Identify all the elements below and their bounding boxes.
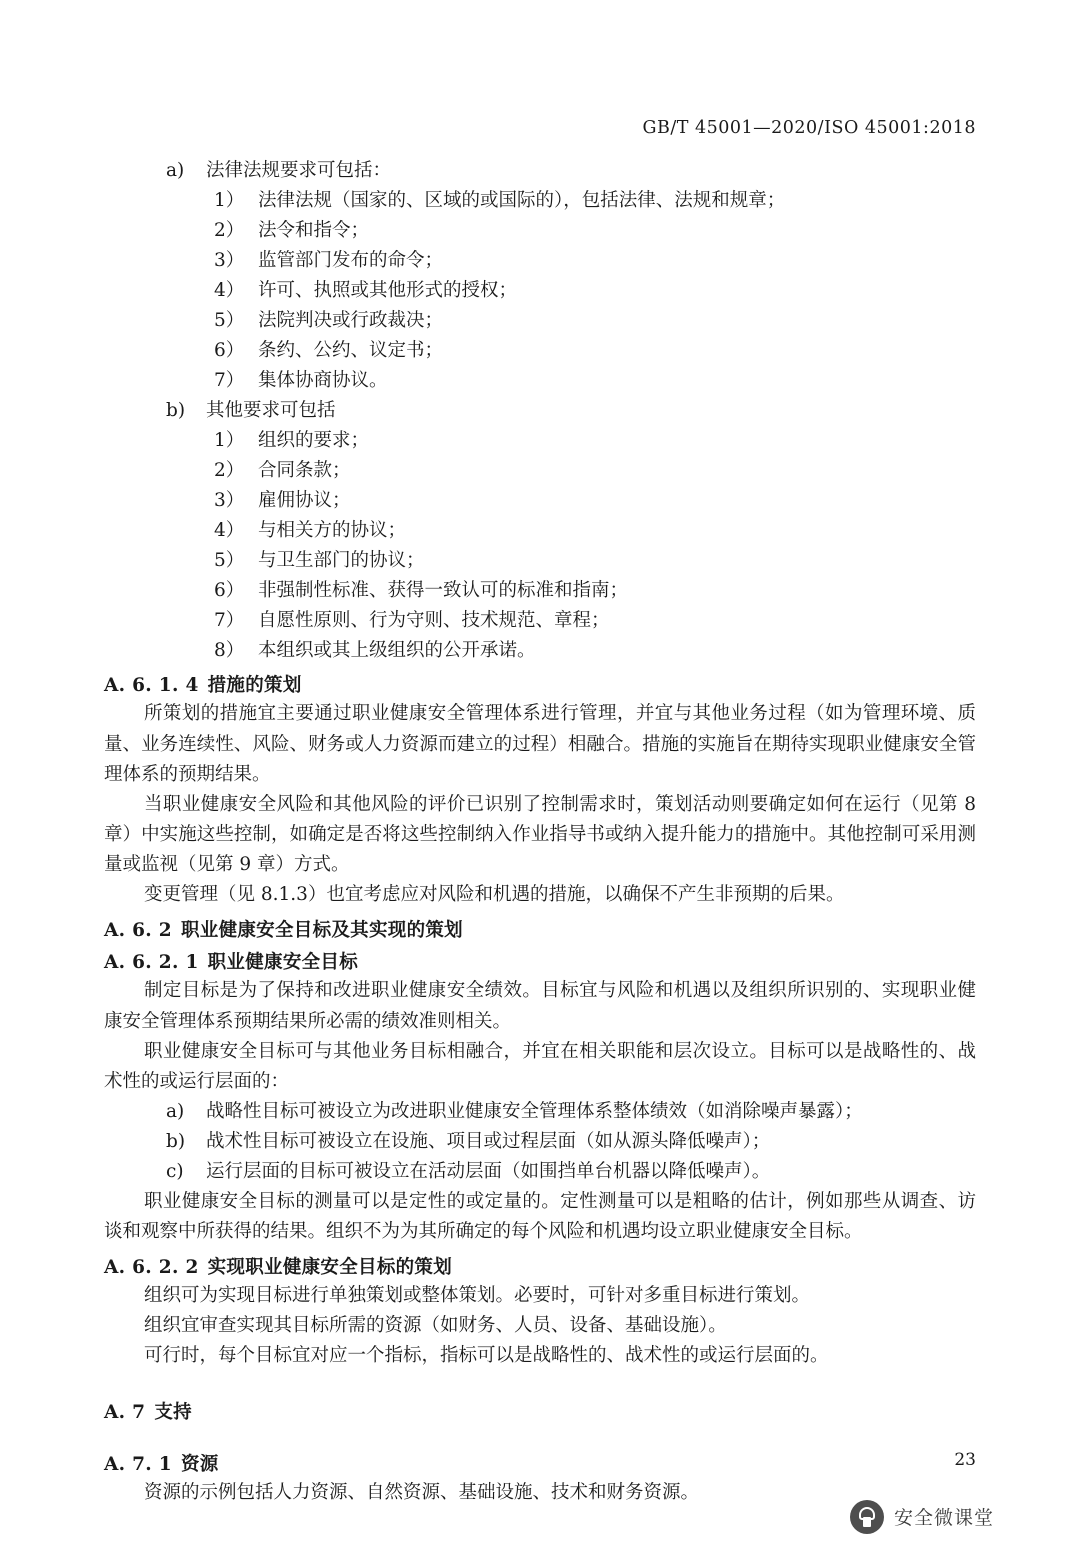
standard-id: GB/T 45001—2020/ISO 45001:2018: [642, 118, 976, 138]
section-title: 职业健康安全目标: [207, 952, 359, 974]
list-text: 合同条款；: [258, 459, 351, 481]
section-heading-a614: [104, 671, 976, 697]
watermark-label: 安全微课堂: [893, 1507, 994, 1530]
list-text: 组织的要求；: [258, 429, 370, 451]
list-item: [214, 426, 976, 456]
list-item: [166, 1127, 976, 1157]
list-item: [166, 1157, 976, 1187]
section-title: 职业健康安全目标及其实现的策划: [180, 920, 463, 942]
list-item: [214, 516, 976, 546]
section-number: A. 6. 2. 1: [104, 952, 199, 974]
page-header: [104, 118, 976, 138]
paragraph: 当职业健康安全风险和其他风险的评价已识别了控制需求时，策划活动则要确定如何在运行（见第 8 章）中实施这些控制，如确定是否将这些控制纳入作业指导书或纳入提升能力的措施中。其他控制可采用测量或监视（见第 9 章）方式。: [104, 793, 976, 876]
list-item: [214, 546, 976, 576]
list-marker: 3）: [214, 489, 245, 511]
list-marker: a): [166, 160, 185, 181]
paragraph: 职业健康安全目标的测量可以是定性的或定量的。定性测量可以是粗略的估计，例如那些从调查、访谈和观察中所获得的结果。组织不为为其所确定的每个风险和机遇均设立职业健康安全目标。: [104, 1190, 976, 1243]
list-item: [166, 396, 976, 426]
list-marker: 4）: [214, 279, 245, 301]
list-marker: 8）: [214, 639, 245, 661]
section-number: A. 7: [104, 1401, 146, 1423]
list-item: [214, 486, 976, 516]
list-item: [166, 156, 976, 186]
list-text: 法院判决或行政裁决；: [258, 309, 444, 331]
section-number: A. 6. 1. 4: [104, 675, 199, 697]
paragraph: 可行时，每个目标宜对应一个指标，指标可以是战略性的、战术性的或运行层面的。: [144, 1345, 829, 1367]
paragraph: 变更管理（见 8.1.3）也宜考虑应对风险和机遇的措施，以确保不产生非预期的后果。: [144, 884, 845, 906]
section-number: A. 7. 1: [104, 1453, 172, 1475]
list-text: 监管部门发布的命令；: [258, 249, 444, 271]
paragraph: 组织宜审查实现其目标所需的资源（如财务、人员、设备、基础设施）。: [144, 1315, 727, 1337]
watermark: [850, 1500, 994, 1534]
list-text: 战略性目标可被设立为改进职业健康安全管理体系整体绩效（如消除噪声暴露）；: [206, 1101, 863, 1123]
section-heading-a62: [104, 916, 976, 942]
section-number: A. 6. 2. 2: [104, 1257, 199, 1279]
list-marker: c): [166, 1160, 184, 1182]
list-text: 本组织或其上级组织的公开承诺。: [258, 639, 536, 661]
list-text: 法律法规（国家的、区域的或国际的），包括法律、法规和规章；: [258, 189, 786, 211]
list-item: [214, 216, 976, 246]
list-text: 运行层面的目标可被设立在活动层面（如围挡单台机器以降低噪声）。: [206, 1160, 771, 1182]
list-item: [166, 1097, 976, 1127]
list-text: 与卫生部门的协议；: [258, 549, 425, 571]
section-title: 实现职业健康安全目标的策划: [207, 1257, 453, 1279]
paragraph: 职业健康安全目标可与其他业务目标相融合，并宜在相关职能和层次设立。目标可以是战略性的、战术性的或运行层面的：: [104, 1040, 976, 1092]
list-text: 集体协商协议。: [258, 369, 388, 391]
list-item: [214, 246, 976, 276]
list-marker: 2）: [214, 219, 245, 241]
list-item: [214, 186, 976, 216]
list-marker: 6）: [214, 579, 245, 601]
section-number: A. 6. 2: [104, 920, 172, 942]
list-marker: 5）: [214, 309, 245, 331]
list-marker: 6）: [214, 339, 245, 361]
list-marker: b): [166, 1130, 186, 1152]
section-heading-a622: [104, 1253, 976, 1279]
paragraph: 资源的示例包括人力资源、自然资源、基础设施、技术和财务资源。: [144, 1481, 700, 1503]
list-item: [214, 576, 976, 606]
list-text: 法律法规要求可包括：: [206, 160, 392, 181]
list-text: 其他要求可包括: [206, 399, 336, 421]
list-item: [214, 636, 976, 666]
list-text: 雇佣协议；: [258, 489, 351, 511]
list-item: [214, 606, 976, 636]
section-title: 资源: [180, 1453, 219, 1475]
list-text: 自愿性原则、行为守则、技术规范、章程；: [258, 609, 610, 631]
list-marker: 7）: [214, 369, 245, 391]
page-number: 23: [954, 1449, 976, 1470]
list-marker: a): [166, 1101, 185, 1123]
paragraph: 组织可为实现目标进行单独策划或整体策划。必要时，可针对多重目标进行策划。: [144, 1285, 811, 1307]
list-text: 条约、公约、议定书；: [258, 339, 444, 361]
list-item: [214, 366, 976, 396]
list-marker: 3）: [214, 249, 245, 271]
list-text: 非强制性标准、获得一致认可的标准和指南；: [258, 579, 629, 601]
list-text: 与相关方的协议；: [258, 519, 407, 541]
list-item: [214, 456, 976, 486]
paragraph: 所策划的措施宜主要通过职业健康安全管理体系进行管理，并宜与其他业务过程（如为管理环境、质量、业务连续性、风险、财务或人力资源而建立的过程）相融合。措施的实施旨在期待实现职业健康安全管理体系的预期结果。: [104, 703, 976, 785]
list-item: [214, 276, 976, 306]
list-marker: 1）: [214, 189, 245, 211]
paragraph: 制定目标是为了保持和改进职业健康安全绩效。目标宜与风险和机遇以及组织所识别的、实现职业健康安全管理体系预期结果所必需的绩效准则相关。: [104, 980, 976, 1032]
section-heading-a621: [104, 948, 976, 974]
section-title: 支持: [154, 1401, 192, 1423]
helmet-icon: [850, 1500, 884, 1534]
list-marker: 5）: [214, 549, 245, 571]
list-marker: 7）: [214, 609, 245, 631]
list-marker: b): [166, 399, 186, 421]
section-heading-a7: [104, 1398, 976, 1424]
section-title: 措施的策划: [207, 675, 302, 697]
list-item: [214, 336, 976, 366]
list-marker: 4）: [214, 519, 245, 541]
list-text: 法令和指令；: [258, 219, 370, 241]
list-text: 许可、执照或其他形式的授权；: [258, 279, 518, 301]
list-text: 战术性目标可被设立在设施、项目或过程层面（如从源头降低噪声）；: [206, 1130, 771, 1152]
list-marker: 2）: [214, 459, 245, 481]
list-marker: 1）: [214, 429, 245, 451]
section-heading-a71: [104, 1450, 976, 1476]
list-item: [214, 306, 976, 336]
